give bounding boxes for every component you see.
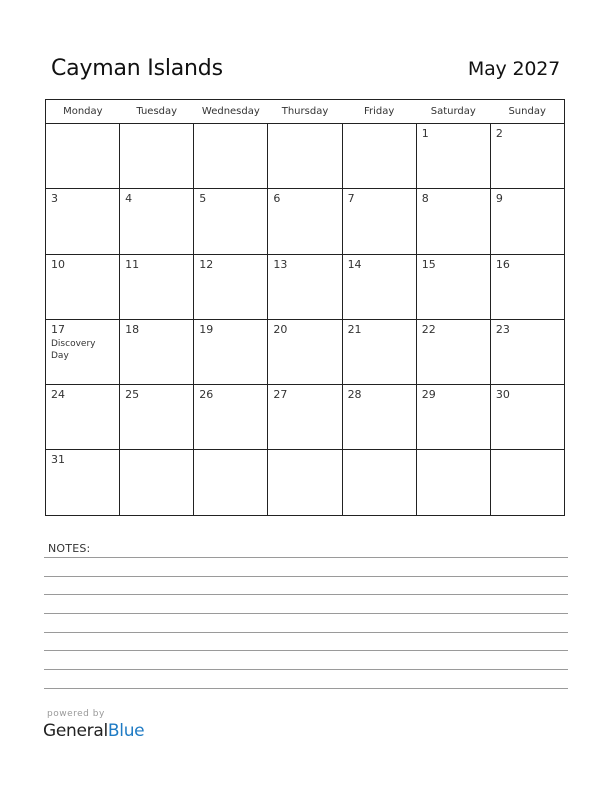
day-cell	[194, 450, 268, 515]
note-line	[44, 632, 568, 633]
day-cell	[342, 189, 416, 254]
note-line	[44, 594, 568, 595]
day-cell	[194, 124, 268, 189]
day-number	[120, 450, 193, 453]
day-cell	[194, 385, 268, 450]
day-cell	[194, 189, 268, 254]
day-cell	[490, 319, 564, 384]
day-number: 15	[421, 257, 436, 271]
day-number: 16	[495, 257, 510, 271]
day-number: 1	[421, 127, 429, 140]
day-number: 23	[495, 322, 510, 336]
day-cell	[268, 319, 342, 384]
day-cell	[46, 189, 120, 254]
day-number	[491, 450, 564, 453]
day-number: 20	[273, 322, 288, 336]
day-cell	[194, 319, 268, 384]
weekday-header: Saturday	[416, 100, 490, 124]
month-year-label: May 2027	[467, 58, 560, 80]
week-row	[46, 385, 565, 450]
week-row	[46, 450, 565, 515]
day-number: 28	[347, 388, 362, 402]
weekday-header: Wednesday	[194, 100, 268, 124]
week-row	[46, 189, 565, 254]
note-line	[44, 576, 568, 577]
day-cell	[120, 450, 194, 515]
day-cell	[416, 254, 490, 319]
day-number: 9	[495, 192, 503, 206]
day-cell	[490, 189, 564, 254]
weekday-header: Monday	[46, 100, 120, 124]
day-cell	[342, 319, 416, 384]
day-cell	[490, 450, 564, 515]
day-number	[268, 450, 341, 453]
day-cell	[416, 124, 490, 189]
logo-general-text: General	[43, 721, 108, 741]
day-number	[343, 450, 416, 453]
day-number: 25	[125, 388, 140, 402]
weekday-header: Friday	[342, 100, 416, 124]
day-number: 22	[421, 322, 436, 336]
day-number: 14	[347, 257, 362, 271]
day-cell	[120, 189, 194, 254]
day-cell	[268, 254, 342, 319]
week-row	[46, 319, 565, 384]
day-number: 4	[125, 192, 133, 206]
powered-by-label: powered by	[47, 709, 105, 719]
day-number: 10	[51, 257, 65, 271]
day-cell	[490, 124, 564, 189]
day-cell	[268, 385, 342, 450]
generalblue-logo[interactable]	[43, 720, 144, 742]
day-cell	[342, 385, 416, 450]
weekday-header-row	[46, 100, 565, 124]
note-line	[44, 557, 568, 558]
day-number	[417, 450, 490, 453]
day-number: 19	[199, 322, 214, 336]
day-cell	[342, 450, 416, 515]
day-cell	[46, 385, 120, 450]
day-number	[194, 450, 267, 453]
holiday-label: Discovery Day	[51, 338, 96, 361]
day-number	[120, 124, 193, 127]
day-number: 2	[495, 127, 503, 140]
day-number: 12	[199, 257, 214, 271]
calendar-grid	[45, 99, 565, 516]
day-number: 26	[199, 388, 214, 402]
day-number: 21	[347, 322, 362, 336]
day-number: 30	[495, 388, 510, 402]
day-cell	[46, 124, 120, 189]
day-cell	[268, 124, 342, 189]
day-cell	[120, 124, 194, 189]
day-number: 8	[421, 192, 429, 206]
day-number: 17	[51, 322, 65, 336]
week-row	[46, 124, 565, 189]
weekday-header: Sunday	[490, 100, 564, 124]
week-row	[46, 254, 565, 319]
day-cell	[416, 450, 490, 515]
day-number	[46, 124, 119, 127]
logo-blue-text: Blue	[107, 721, 145, 741]
note-line	[44, 669, 568, 670]
day-cell	[490, 385, 564, 450]
day-cell	[120, 319, 194, 384]
day-cell	[46, 319, 120, 384]
day-cell	[120, 254, 194, 319]
note-line	[44, 688, 568, 689]
day-number: 11	[125, 257, 140, 271]
notes-label: NOTES:	[48, 542, 91, 555]
day-number	[268, 124, 341, 127]
day-number: 29	[421, 388, 436, 402]
day-cell	[194, 254, 268, 319]
day-cell	[120, 385, 194, 450]
weekday-header: Tuesday	[120, 100, 194, 124]
day-number: 31	[51, 453, 65, 467]
day-number	[194, 124, 267, 127]
note-line	[44, 613, 568, 614]
day-number: 6	[273, 192, 281, 206]
weekday-header: Thursday	[268, 100, 342, 124]
day-cell	[416, 385, 490, 450]
day-number: 24	[51, 388, 65, 402]
day-cell	[342, 124, 416, 189]
day-cell	[268, 450, 342, 515]
day-number: 3	[51, 192, 58, 206]
day-number: 18	[125, 322, 140, 336]
day-number	[343, 124, 416, 127]
day-number: 5	[199, 192, 207, 206]
day-number: 13	[273, 257, 288, 271]
day-cell	[46, 450, 120, 515]
day-cell	[416, 189, 490, 254]
note-line	[44, 650, 568, 651]
day-cell	[342, 254, 416, 319]
day-cell	[490, 254, 564, 319]
day-cell	[416, 319, 490, 384]
day-number: 27	[273, 388, 288, 402]
country-title: Cayman Islands	[51, 56, 223, 81]
day-cell	[46, 254, 120, 319]
day-cell	[268, 189, 342, 254]
day-number: 7	[347, 192, 355, 206]
